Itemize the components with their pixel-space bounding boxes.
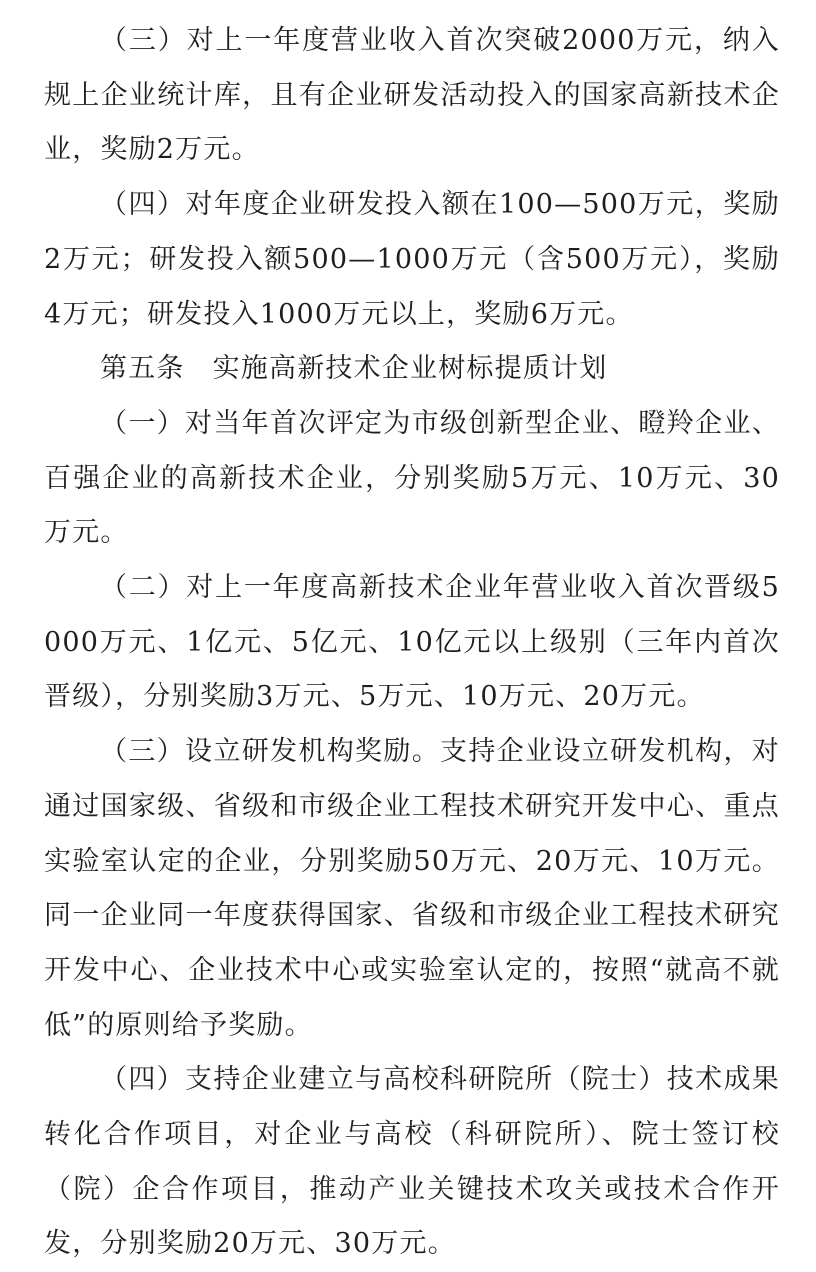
paragraph-clause-4-cooperation: （四）支持企业建立与高校科研院所（院士）技术成果转化合作项目，对企业与高校（科研院所）、院士签订校（院）企合作项目，推动产业关键技术攻关或技术合作开发，分别奖励20万元、30万元。 <box>44 1064 780 1260</box>
article-title: 实施高新技术企业树标提质计划 <box>212 353 608 385</box>
paragraph-clause-3-revenue: （三）对上一年度营业收入首次突破2000万元，纳入规上企业统计库，且有企业研发活动投入的国家高新技术企业，奖励2万元。 <box>44 25 780 166</box>
article-number: 第五条 <box>100 353 185 385</box>
article-5-heading <box>44 342 780 397</box>
paragraph-clause-4-rd-investment: （四）对年度企业研发投入额在100—500万元，奖励2万元；研发投入额500—1000万元（含500万元），奖励4万元；研发投入1000万元以上，奖励6万元。 <box>44 189 780 330</box>
paragraph-clause-3-rd-institution: （三）设立研发机构奖励。支持企业设立研发机构，对通过国家级、省级和市级企业工程技术研究开发中心、重点实验室认定的企业，分别奖励50万元、20万元、10万元。同一企业同一年度获得国家、省级和市级企业工程技术研究开发中心、企业技术中心或实验室认定的，按照“就高不就低”的原则给予奖励。 <box>44 736 780 1041</box>
paragraph-clause-1-evaluation: （一）对当年首次评定为市级创新型企业、瞪羚企业、百强企业的高新技术企业，分别奖励5万元、10万元、30万元。 <box>44 407 780 549</box>
paragraph-clause-2-promotion: （二）对上一年度高新技术企业年营业收入首次晋级5000万元、1亿元、5亿元、10亿元以上级别（三年内首次晋级），分别奖励3万元、5万元、10万元、20万元。 <box>44 572 780 713</box>
